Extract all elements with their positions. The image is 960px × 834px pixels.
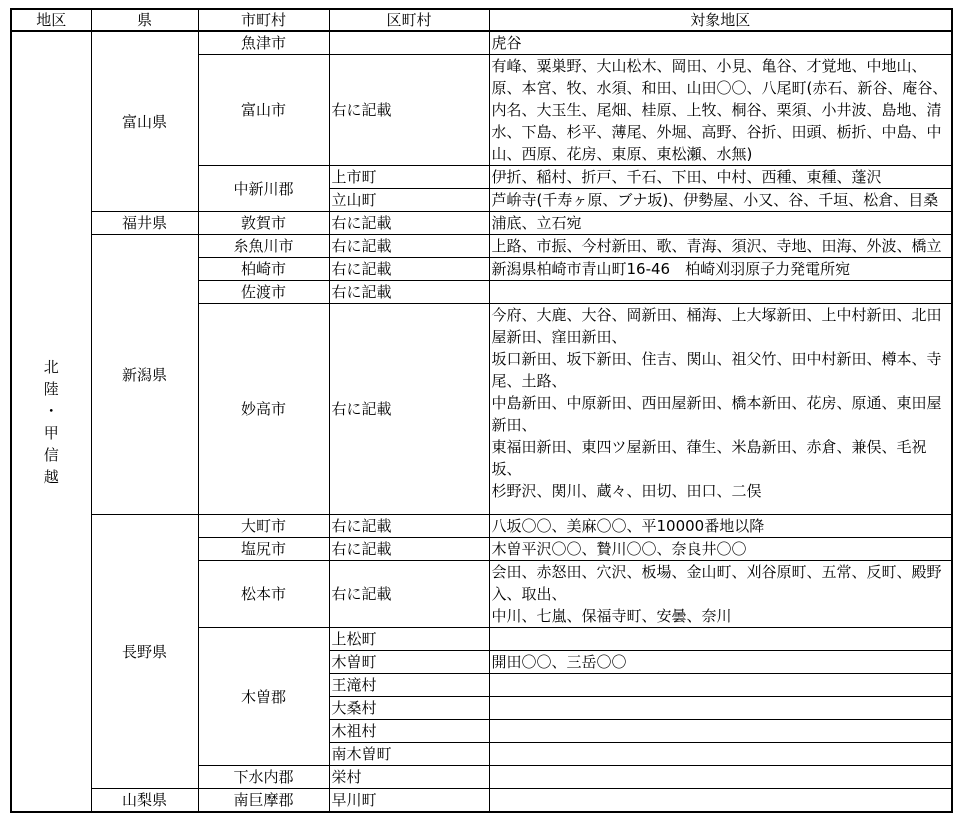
table-row [11,235,952,258]
ward-cell: 南木曽町 [329,743,489,766]
ward-cell: 大桑村 [329,697,489,720]
city-cell: 敦賀市 [198,212,329,235]
area-cell [489,561,952,628]
ward-cell: 右に記載 [329,561,489,628]
ward-cell: 立山町 [329,189,489,212]
area-cell [489,281,952,304]
city-cell: 富山市 [198,55,329,166]
area-cell [489,766,952,789]
ward-cell: 右に記載 [329,258,489,281]
table-row [11,789,952,813]
area-line: 中島新田、中原新田、西田屋新田、橋本新田、花房、原通、東田屋新田、 [491,394,942,434]
city-cell: 中新川郡 [198,166,329,212]
header-municipality: 市町村 [198,9,329,31]
header-ward-town-village: 区町村 [329,9,489,31]
city-cell: 大町市 [198,515,329,538]
area-line: 今府、大鹿、大谷、岡新田、桶海、上大塚新田、上中村新田、北田屋新田、窪田新田、 [491,306,942,346]
ward-cell [329,31,489,55]
area-cell: 浦底、立石宛 [489,212,952,235]
ward-cell: 早川町 [329,789,489,813]
ward-cell: 王滝村 [329,674,489,697]
target-area-table [10,8,953,813]
area-cell: 新潟県柏崎市青山町16-46 柏崎刈羽原子力発電所宛 [489,258,952,281]
area-cell [489,674,952,697]
city-cell: 塩尻市 [198,538,329,561]
ward-cell: 木曽町 [329,651,489,674]
area-cell [489,304,952,515]
header-region: 地区 [11,9,91,31]
city-cell: 南巨摩郡 [198,789,329,813]
ward-cell: 上松町 [329,628,489,651]
area-line: 会田、赤怒田、穴沢、板場、金山町、刈谷原町、五常、反町、殿野入、取出、 [491,563,942,603]
header-prefecture: 県 [91,9,198,31]
area-cell: 伊折、稲村、折戸、千石、下田、中村、西種、東種、蓬沢 [489,166,952,189]
area-cell: 開田〇〇、三岳〇〇 [489,651,952,674]
region-cell: 北 陸 ・ 甲 信 越 [11,31,91,812]
city-cell: 佐渡市 [198,281,329,304]
city-cell: 糸魚川市 [198,235,329,258]
area-line: 中川、七嵐、保福寺町、安曇、奈川 [491,607,732,625]
area-cell: 有峰、粟巣野、大山松木、岡田、小見、亀谷、才覚地、中地山、原、本宮、牧、水須、和田、山田〇〇、八尾町(赤石、新谷、庵谷、内名、大玉生、尾畑、桂原、上牧、桐谷、栗須、小井波、島地、清水、下島、杉平、薄尾、外堀、高野、谷折、田頭、栃折、中島、中山、西原、花房、東原、東松瀬、水無) [489,55,952,166]
header-row [11,9,952,31]
table-row [11,515,952,538]
city-cell: 松本市 [198,561,329,628]
area-cell [489,720,952,743]
area-cell: 虎谷 [489,31,952,55]
city-cell: 木曽郡 [198,628,329,766]
city-cell: 下水内郡 [198,766,329,789]
table-row [11,212,952,235]
city-cell: 魚津市 [198,31,329,55]
area-line: 杉野沢、関川、蔵々、田切、田口、二俣 [491,482,762,500]
area-cell: 上路、市振、今村新田、歌、青海、須沢、寺地、田海、外波、橋立 [489,235,952,258]
prefecture-yamanashi: 山梨県 [91,789,198,813]
city-cell: 柏崎市 [198,258,329,281]
prefecture-fukui: 福井県 [91,212,198,235]
ward-cell: 右に記載 [329,281,489,304]
prefecture-niigata: 新潟県 [91,235,198,515]
area-cell: 八坂〇〇、美麻〇〇、平10000番地以降 [489,515,952,538]
ward-cell: 右に記載 [329,304,489,515]
prefecture-nagano: 長野県 [91,515,198,789]
ward-cell: 右に記載 [329,515,489,538]
header-target-area: 対象地区 [489,9,952,31]
ward-cell: 木祖村 [329,720,489,743]
ward-cell: 右に記載 [329,538,489,561]
area-cell [489,789,952,813]
prefecture-toyama: 富山県 [91,31,198,212]
area-cell: 芦峅寺(千寿ヶ原、ブナ坂)、伊勢屋、小又、谷、千垣、松倉、目桑 [489,189,952,212]
ward-cell: 栄村 [329,766,489,789]
area-cell [489,628,952,651]
ward-cell: 右に記載 [329,55,489,166]
city-cell: 妙高市 [198,304,329,515]
area-cell: 木曽平沢〇〇、贄川〇〇、奈良井〇〇 [489,538,952,561]
ward-cell: 上市町 [329,166,489,189]
area-cell [489,697,952,720]
area-line: 東福田新田、東四ツ屋新田、葎生、米島新田、赤倉、兼俣、毛祝坂、 [491,438,927,478]
ward-cell: 右に記載 [329,235,489,258]
area-line: 坂口新田、坂下新田、住吉、関山、祖父竹、田中村新田、樽本、寺尾、土路、 [491,350,942,390]
area-cell [489,743,952,766]
ward-cell: 右に記載 [329,212,489,235]
table-row [11,31,952,55]
